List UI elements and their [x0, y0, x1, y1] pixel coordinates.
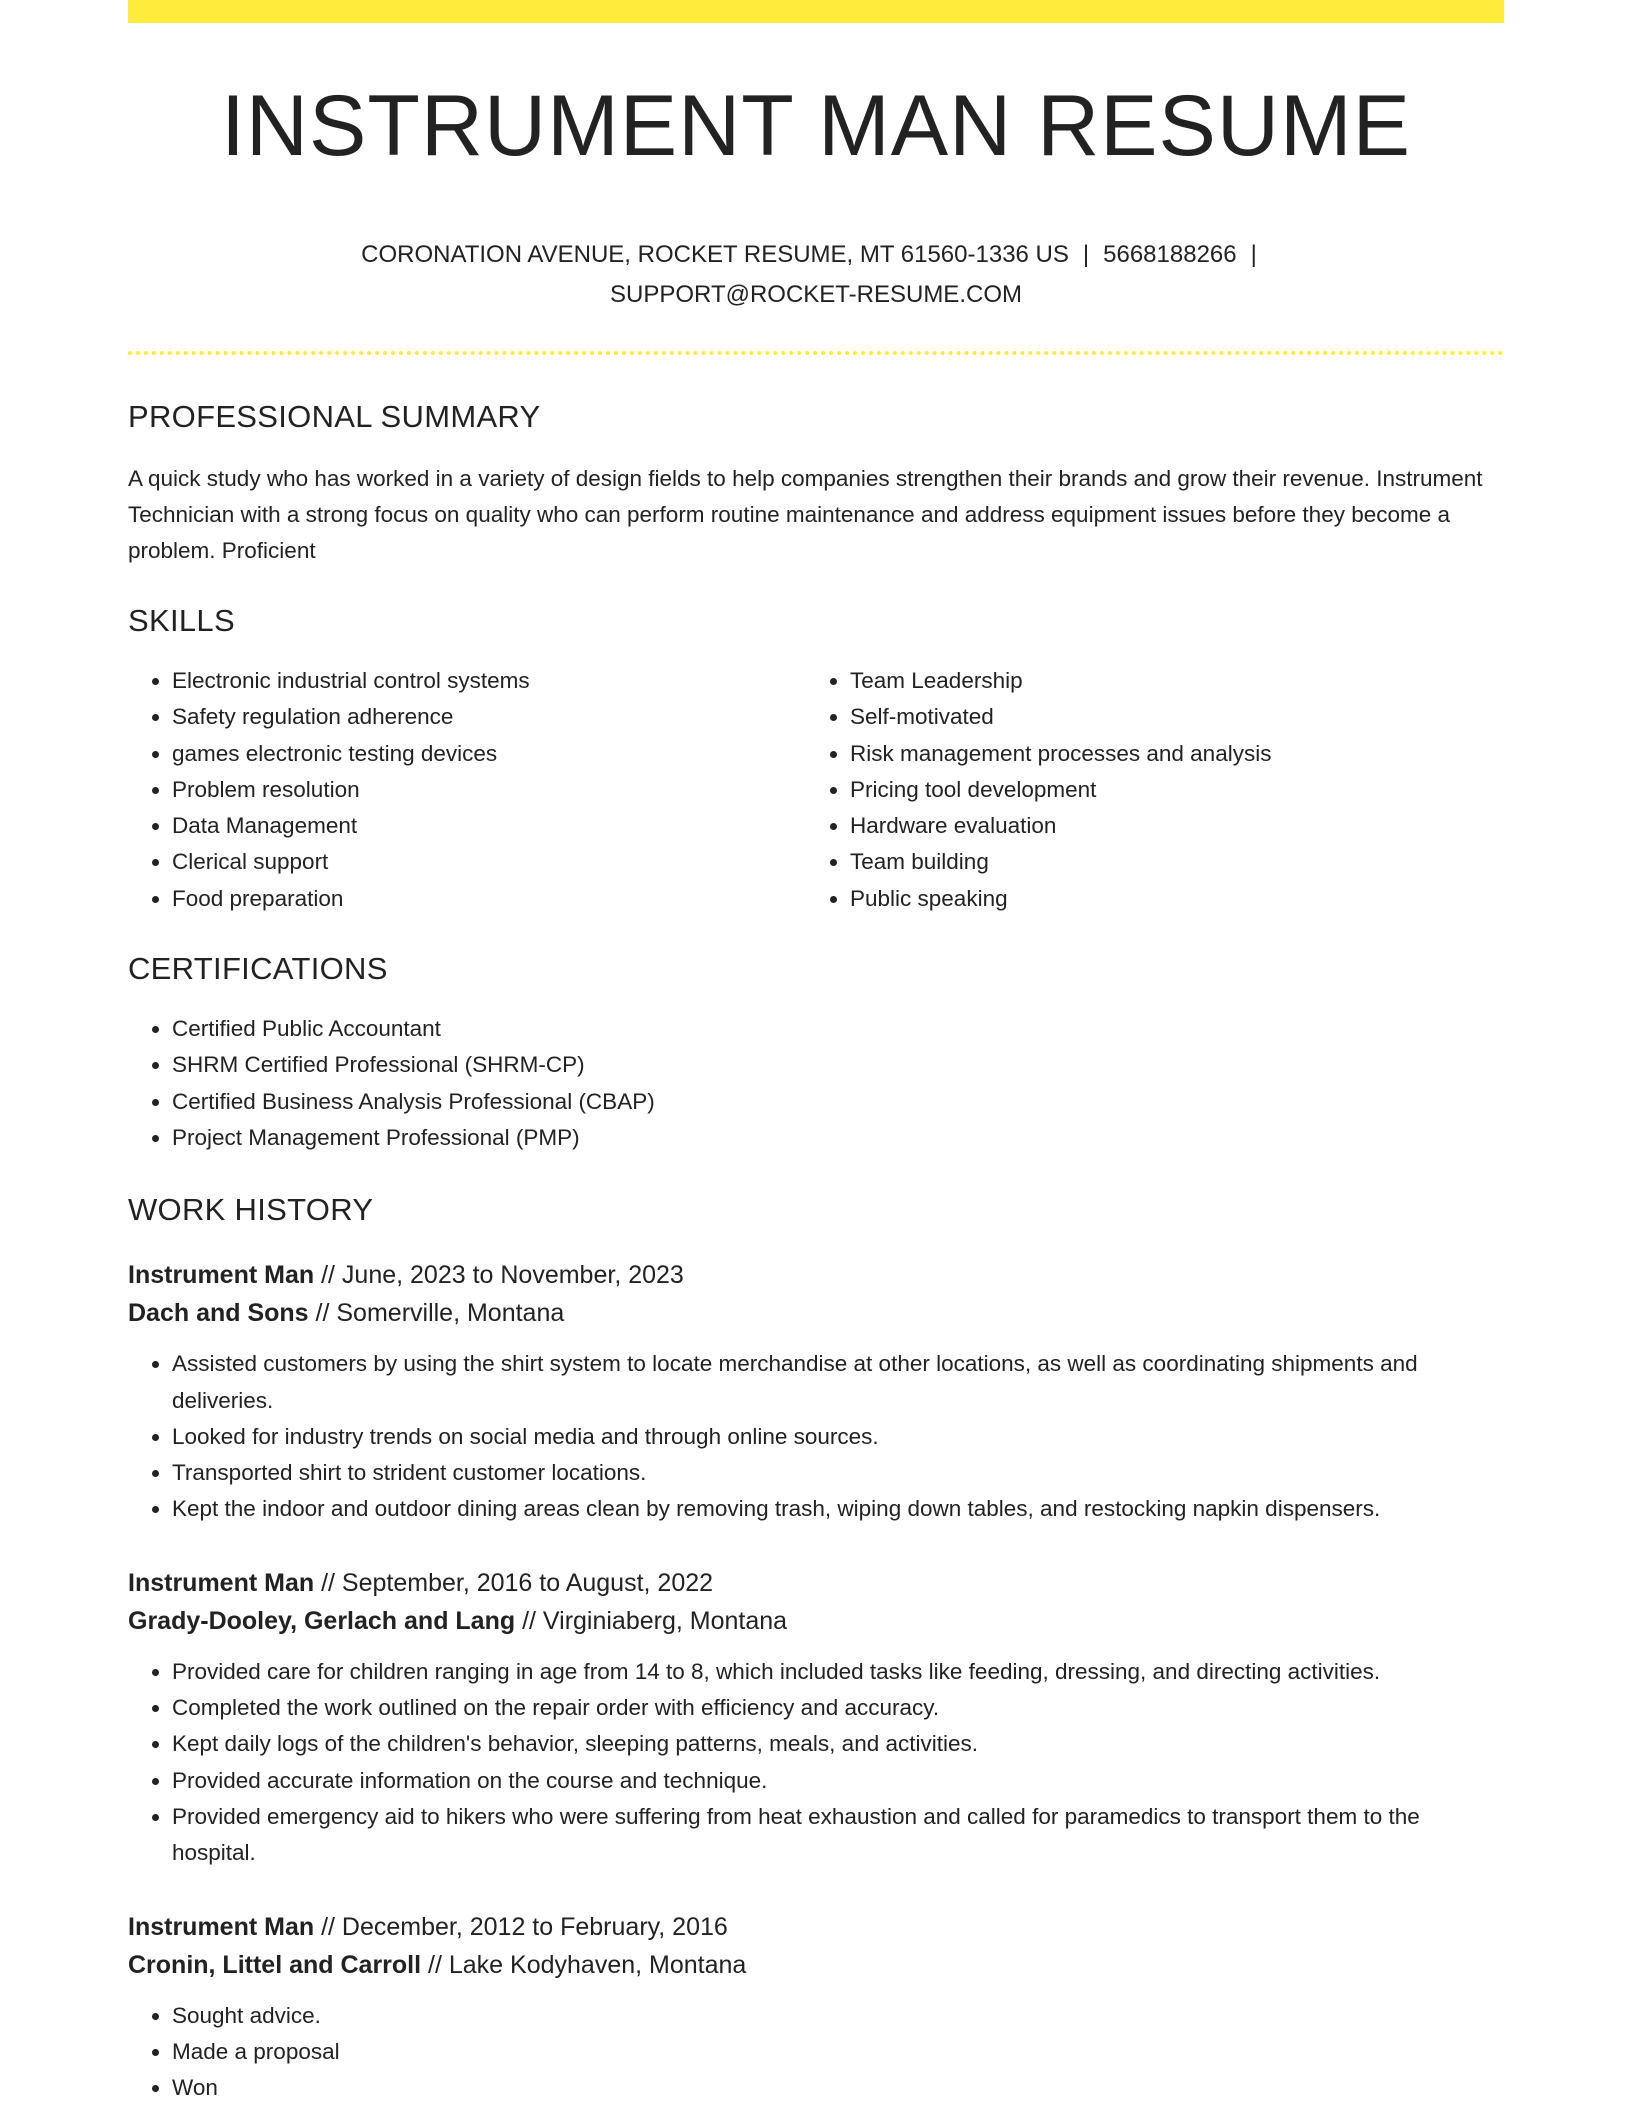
skill-item: • Self-motivated [850, 699, 1484, 735]
section-title-work-history: WORK HISTORY [128, 1192, 374, 1228]
certifications-section [128, 951, 1504, 1156]
job-bullet: • Provided accurate information on the course and technique. [172, 1763, 1504, 1799]
section-title-certifications: CERTIFICATIONS [128, 951, 388, 987]
job-location: // Virginiaberg, Montana [522, 1606, 788, 1635]
job-location: // Lake Kodyhaven, Montana [428, 1950, 747, 1979]
job-dates: // December, 2012 to February, 2016 [321, 1912, 728, 1941]
job-bullet: • Provided care for children ranging in age from 14 to 8, which included tasks like feeding, dressing, and directing activities. [172, 1654, 1504, 1690]
job-bullet-list [128, 1654, 1504, 1872]
skill-item: • Food preparation [172, 881, 806, 917]
resume-page [128, 0, 1504, 2106]
skill-item: • Hardware evaluation [850, 808, 1484, 844]
job-bullet: • Provided emergency aid to hikers who were suffering from heat exhaustion and called for paramedics to transport them to the hospital. [172, 1799, 1504, 1872]
job-bullet-list [128, 1998, 1504, 2107]
skill-item: • Clerical support [172, 844, 806, 880]
job-bullet: • Kept the indoor and outdoor dining areas clean by removing trash, wiping down tables, and restocking napkin dispensers. [172, 1491, 1504, 1527]
job-bullet: • Transported shirt to strident customer locations. [172, 1455, 1504, 1491]
summary-section [128, 399, 1504, 569]
job-location: // Somerville, Montana [315, 1299, 565, 1328]
skills-columns [128, 663, 1504, 917]
skill-item: • Data Management [172, 808, 806, 844]
job-company: Grady-Dooley, Gerlach and Lang [128, 1606, 516, 1635]
job-entry [128, 1908, 1504, 2107]
certification-item: • Certified Public Accountant [172, 1011, 1504, 1047]
job-company: Cronin, Littel and Carroll [128, 1950, 422, 1979]
job-bullet: • Looked for industry trends on social media and through online sources. [172, 1419, 1504, 1455]
job-role-line [128, 1564, 1504, 1602]
job-role: Instrument Man [128, 1568, 315, 1597]
address: CORONATION AVENUE, ROCKET RESUME, MT 61560-1336 US [361, 241, 1069, 268]
resume-title: INSTRUMENT MAN RESUME [220, 78, 1412, 174]
job-role-line [128, 1908, 1504, 1946]
work-history-section [128, 1192, 1504, 2106]
job-entry [128, 1564, 1504, 1872]
certification-item: • Project Management Professional (PMP) [172, 1120, 1504, 1156]
job-bullet: • Assisted customers by using the shirt system to locate merchandise at other locations, as well as coordinating shipments and deliveries. [172, 1346, 1504, 1419]
job-role-line [128, 1256, 1504, 1294]
section-title-skills: SKILLS [128, 603, 235, 638]
job-company-line [128, 1602, 1504, 1640]
skill-item: • Electronic industrial control systems [172, 663, 806, 699]
phone[interactable]: 5668188266 [1103, 241, 1237, 268]
skills-list-right [806, 663, 1484, 917]
skills-column-left [128, 663, 806, 917]
skills-list-left [128, 663, 806, 917]
job-role: Instrument Man [128, 1261, 315, 1290]
job-company-line [128, 1946, 1504, 1984]
job-company: Dach and Sons [128, 1299, 309, 1328]
job-dates: // September, 2016 to August, 2022 [321, 1568, 714, 1597]
skill-item: • games electronic testing devices [172, 736, 806, 772]
skill-item: • Problem resolution [172, 772, 806, 808]
skills-section [128, 603, 1504, 917]
contact-line-1 [128, 235, 1504, 275]
job-company-line [128, 1294, 1504, 1332]
job-bullet-list [128, 1346, 1504, 1527]
summary-text: A quick study who has worked in a variety of design fields to help companies strengthen their brands and grow their revenue. Instrument Technician with a strong focus on quality who can perform routine maintenance and address equipment issues before they become a problem. Proficient [128, 466, 1483, 563]
skill-item: • Team Leadership [850, 663, 1484, 699]
certifications-list [128, 1011, 1504, 1156]
job-entry [128, 1256, 1504, 1527]
job-dates: // June, 2023 to November, 2023 [321, 1261, 684, 1290]
job-bullet: • Completed the work outlined on the repair order with efficiency and accuracy. [172, 1690, 1504, 1726]
contact-line-2 [128, 275, 1504, 315]
job-bullet: • Sought advice. [172, 1998, 1504, 2034]
job-bullet: • Made a proposal [172, 2034, 1504, 2070]
skills-column-right [806, 663, 1484, 917]
contact-info [128, 235, 1504, 315]
certification-item: • Certified Business Analysis Professional (CBAP) [172, 1084, 1504, 1120]
job-bullet: • Kept daily logs of the children's behavior, sleeping patterns, meals, and activities. [172, 1726, 1504, 1762]
skill-item: • Public speaking [850, 881, 1484, 917]
job-role: Instrument Man [128, 1912, 315, 1941]
job-bullet: • Won [172, 2070, 1504, 2106]
skill-item: • Risk management processes and analysis [850, 736, 1484, 772]
separator: | [1250, 241, 1257, 268]
skill-item: • Pricing tool development [850, 772, 1484, 808]
certification-item: • SHRM Certified Professional (SHRM-CP) [172, 1047, 1504, 1083]
email[interactable]: SUPPORT@ROCKET-RESUME.COM [610, 281, 1022, 308]
accent-top-bar [128, 0, 1504, 23]
separator: | [1082, 241, 1090, 268]
skill-item: • Team building [850, 844, 1484, 880]
skill-item: • Safety regulation adherence [172, 699, 806, 735]
dotted-divider [128, 351, 1504, 355]
section-title-summary: PROFESSIONAL SUMMARY [128, 399, 541, 434]
